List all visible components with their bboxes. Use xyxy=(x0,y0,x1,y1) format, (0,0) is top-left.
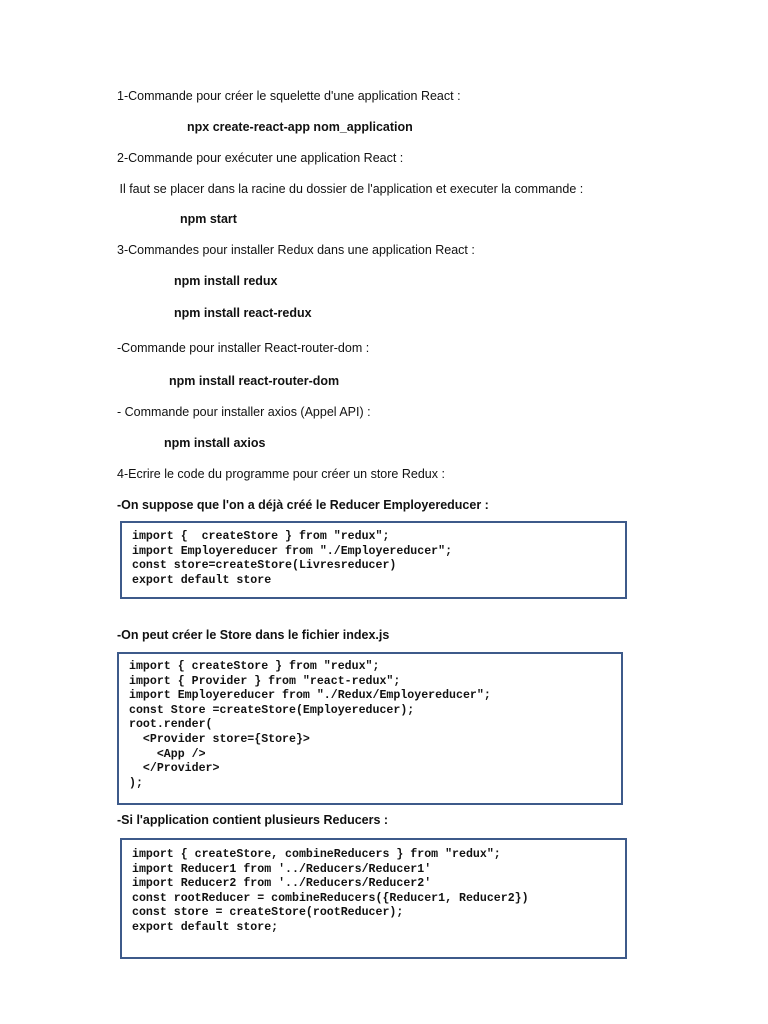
install-axios-command: npm install axios xyxy=(164,436,266,450)
code-combine-text: import { createStore, combineReducers } from "redux"; import Reducer1 from '../Reducers/Reducer1' import Reducer2 from '../Reducers/Reducer2' const rootReducer = combineReducers({Reducer1, Reducer2}) const store = createStore(rootReducer); export default store; xyxy=(132,848,529,934)
code-block-combine-reducers xyxy=(120,838,627,959)
section-4-subheading-1: -On suppose que l'on a déjà créé le Reducer Employereducer : xyxy=(117,498,489,512)
section-3-heading: 3-Commandes pour installer Redux dans une application React : xyxy=(117,243,475,257)
section-4-subheading-3: -Si l'application contient plusieurs Reducers : xyxy=(117,813,389,827)
code-block-index xyxy=(117,652,623,805)
router-heading: -Commande pour installer React-router-dom : xyxy=(117,341,370,355)
section-4-subheading-2: -On peut créer le Store dans le fichier index.js xyxy=(117,628,390,642)
code-block-store xyxy=(120,521,627,599)
install-redux-command: npm install redux xyxy=(174,274,278,288)
create-react-app-command: npx create-react-app nom_application xyxy=(187,120,413,134)
install-router-command: npm install react-router-dom xyxy=(169,374,340,388)
section-2-note: Il faut se placer dans la racine du dossier de l'application et executer la commande : xyxy=(116,182,584,196)
code-store-text: import { createStore } from "redux"; import Employereducer from "./Employereducer"; const store=createStore(Livresreducer) export default store xyxy=(132,530,453,587)
code-index-text: import { createStore } from "redux"; import { Provider } from "react-redux"; import Employereducer from "./Redux/Employereducer"; const Store =createStore(Employereducer); root.render( <Provider store={Store}> <App /> </Provider> ); xyxy=(129,660,491,790)
npm-start-command: npm start xyxy=(180,212,237,226)
section-1-heading: 1-Commande pour créer le squelette d'une application React : xyxy=(117,89,461,103)
section-2-heading: 2-Commande pour exécuter une application React : xyxy=(117,151,404,165)
axios-heading: - Commande pour installer axios (Appel API) : xyxy=(117,405,371,419)
section-4-heading: 4-Ecrire le code du programme pour créer un store Redux : xyxy=(117,467,445,481)
install-react-redux-command: npm install react-redux xyxy=(174,306,312,320)
